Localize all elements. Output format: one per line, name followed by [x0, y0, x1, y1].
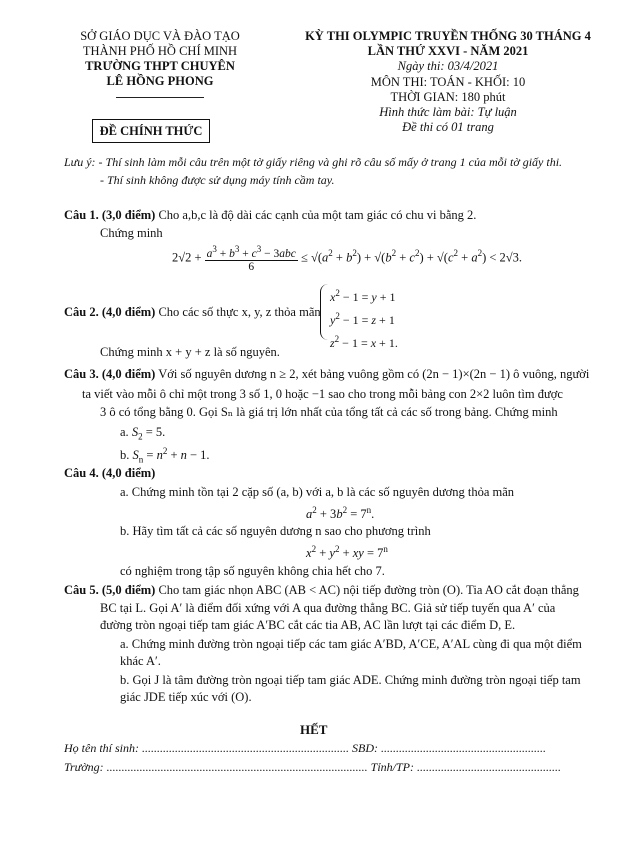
q4-equation-b: $x^2 + y^2$ + xy = $7^n$ — [306, 544, 388, 561]
q3-part-a-label: a. — [120, 425, 129, 439]
exam-date: Ngày thi: 03/4/2021 — [397, 59, 499, 74]
question-5-label: Câu 5. (5,0 điểm) — [64, 583, 156, 597]
department-line-2: THÀNH PHỐ HỒ CHÍ MINH — [82, 44, 238, 58]
exam-form: Hình thức làm bài: Tự luận — [379, 105, 517, 120]
school-label: Trường: — [64, 760, 104, 774]
exam-pages: Đề thi có 01 trang — [402, 120, 494, 135]
question-3-text-1: Với số nguyên dương n ≥ 2, xét bảng vuông gồm có (2n − 1)×(2n − 1) ô vuông, người — [158, 367, 590, 381]
q4-part-a: a. Chứng minh tồn tại 2 cặp số (a, b) với a, b là các số nguyên dương thỏa mãn — [120, 485, 515, 499]
q5-part-b-2: giác JDE tiếp xúc với (O). — [120, 690, 252, 704]
question-1-prove: Chứng minh — [100, 226, 163, 240]
q3-part-a: a. $S_2 = 5$. — [120, 425, 166, 442]
sbd-label: SBD: — [352, 741, 378, 755]
official-badge: ĐỀ CHÍNH THỨC — [92, 119, 210, 143]
question-2-text: Cho các số thực x, y, z thỏa mãn — [158, 305, 321, 319]
candidate-name-line: Họ tên thí sinh: ..................................................................... SBD: ....................................................... — [64, 741, 546, 755]
exam-time: THỜI GIAN: 180 phút — [390, 89, 506, 104]
q4-equation-a: $a^2 + 3b^2 = 7^n$. — [306, 505, 375, 522]
exam-info-block — [288, 29, 608, 135]
question-3-text-3: 3 ô có tổng bằng 0. Gọi Sₙ là giá trị lớn nhất của tổng tất cả các số trong bảng. Chứng minh — [100, 405, 558, 419]
q2-system: $x^2 - 1 = y + 1$ $y^2 - 1 = z + 1$ $z^2 - 1 = x + 1$. — [330, 288, 398, 350]
exam-title-1: KỲ THI OLYMPIC TRUYỀN THỐNG 30 THÁNG 4 — [305, 29, 591, 43]
q5-part-b-1: b. Gọi J là tâm đường tròn ngoại tiếp tam giác ADE. Chứng minh đường tròn ngoại tiếp tam — [120, 673, 581, 687]
school-line-1: TRƯỜNG THPT CHUYÊN — [85, 59, 235, 73]
q1-inequality: 2√2 + $\frac{a^3 + b^3 + c^3 - 3abc}{6}$ ≤ $√(a^2 + b^2) + √(b^2 + c^2) + √(c^2 + a^2) < 2√3$. — [172, 244, 523, 273]
question-3 — [64, 367, 589, 382]
question-3-text-2: ta viết vào mỗi ô chỉ một trong 3 số 1, 0 hoặc −1 sao cho trong mỗi bảng con 2×2 luôn tìm được — [82, 387, 563, 401]
question-2-prove: Chứng minh x + y + z là số nguyên. — [100, 345, 280, 359]
question-5-text-2: BC tại L. Gọi A′ là điểm đối xứng với A qua đường thẳng BC. Giả sử tiếp tuyến qua A′ của — [100, 601, 556, 615]
question-3-label: Câu 3. (4,0 điểm) — [64, 367, 156, 381]
q3-part-b: b. $S_n = n^2 + n - 1$. — [120, 446, 210, 465]
question-5-text-1: Cho tam giác nhọn ABC (AB < AC) nội tiếp đường tròn (O). Tia AO cắt đoạn thẳng — [158, 583, 579, 597]
divider — [116, 97, 204, 98]
question-1-label: Câu 1. (3,0 điểm) — [64, 208, 156, 222]
exam-subject: MÔN THI: TOÁN - KHỐI: 10 — [370, 74, 526, 89]
department-line-1: SỞ GIÁO DỤC VÀ ĐÀO TẠO — [80, 29, 240, 43]
question-1 — [64, 208, 476, 223]
question-4-label: Câu 4. — [64, 466, 99, 480]
question-4-points: (4,0 điểm) — [101, 466, 156, 480]
q5-part-a-1: a. Chứng minh đường tròn ngoại tiếp các tam giác A′BD, A′CE, A′AL cùng đi qua một điểm — [120, 637, 582, 651]
question-1-text: Cho a,b,c là độ dài các cạnh của một tam giác có chu vi bằng 2. — [158, 208, 477, 222]
question-5-text-3: đường tròn ngoại tiếp tam giác A′BC cắt các tia AB, AC lần lượt tại các điểm D, E. — [100, 618, 516, 632]
candidate-name-label: Họ tên thí sinh: — [64, 741, 139, 755]
q4-part-b: b. Hãy tìm tất cả các số nguyên dương n sao cho phương trình — [120, 524, 431, 538]
school-line-2: LÊ HỒNG PHONG — [106, 74, 214, 88]
exam-title-2: LẦN THỨ XXVI - NĂM 2021 — [367, 44, 529, 59]
note-line-2: - Thí sinh không được sử dụng máy tính cầm tay. — [100, 173, 335, 187]
question-4 — [64, 466, 155, 481]
system-brace — [320, 284, 329, 340]
school-line: Trường: ....................................................................................... Tỉnh/TP: ................................................ — [64, 760, 561, 774]
question-5 — [64, 583, 579, 598]
province-label: Tỉnh/TP: — [370, 760, 414, 774]
question-2 — [64, 305, 321, 320]
issuer-block — [60, 29, 260, 98]
note-line-1: Lưu ý: - Thí sinh làm mỗi câu trên một tờ giấy riêng và ghi rõ câu số mấy ở trang 1 của mỗi tờ giấy thi. — [64, 155, 563, 169]
end-marker: HẾT — [300, 722, 328, 737]
q4-part-c: có nghiệm trong tập số nguyên không chia hết cho 7. — [120, 564, 385, 578]
q5-part-a-2: khác A′. — [120, 654, 161, 668]
q3-part-b-label: b. — [120, 448, 130, 463]
question-2-label: Câu 2. (4,0 điểm) — [64, 305, 156, 319]
